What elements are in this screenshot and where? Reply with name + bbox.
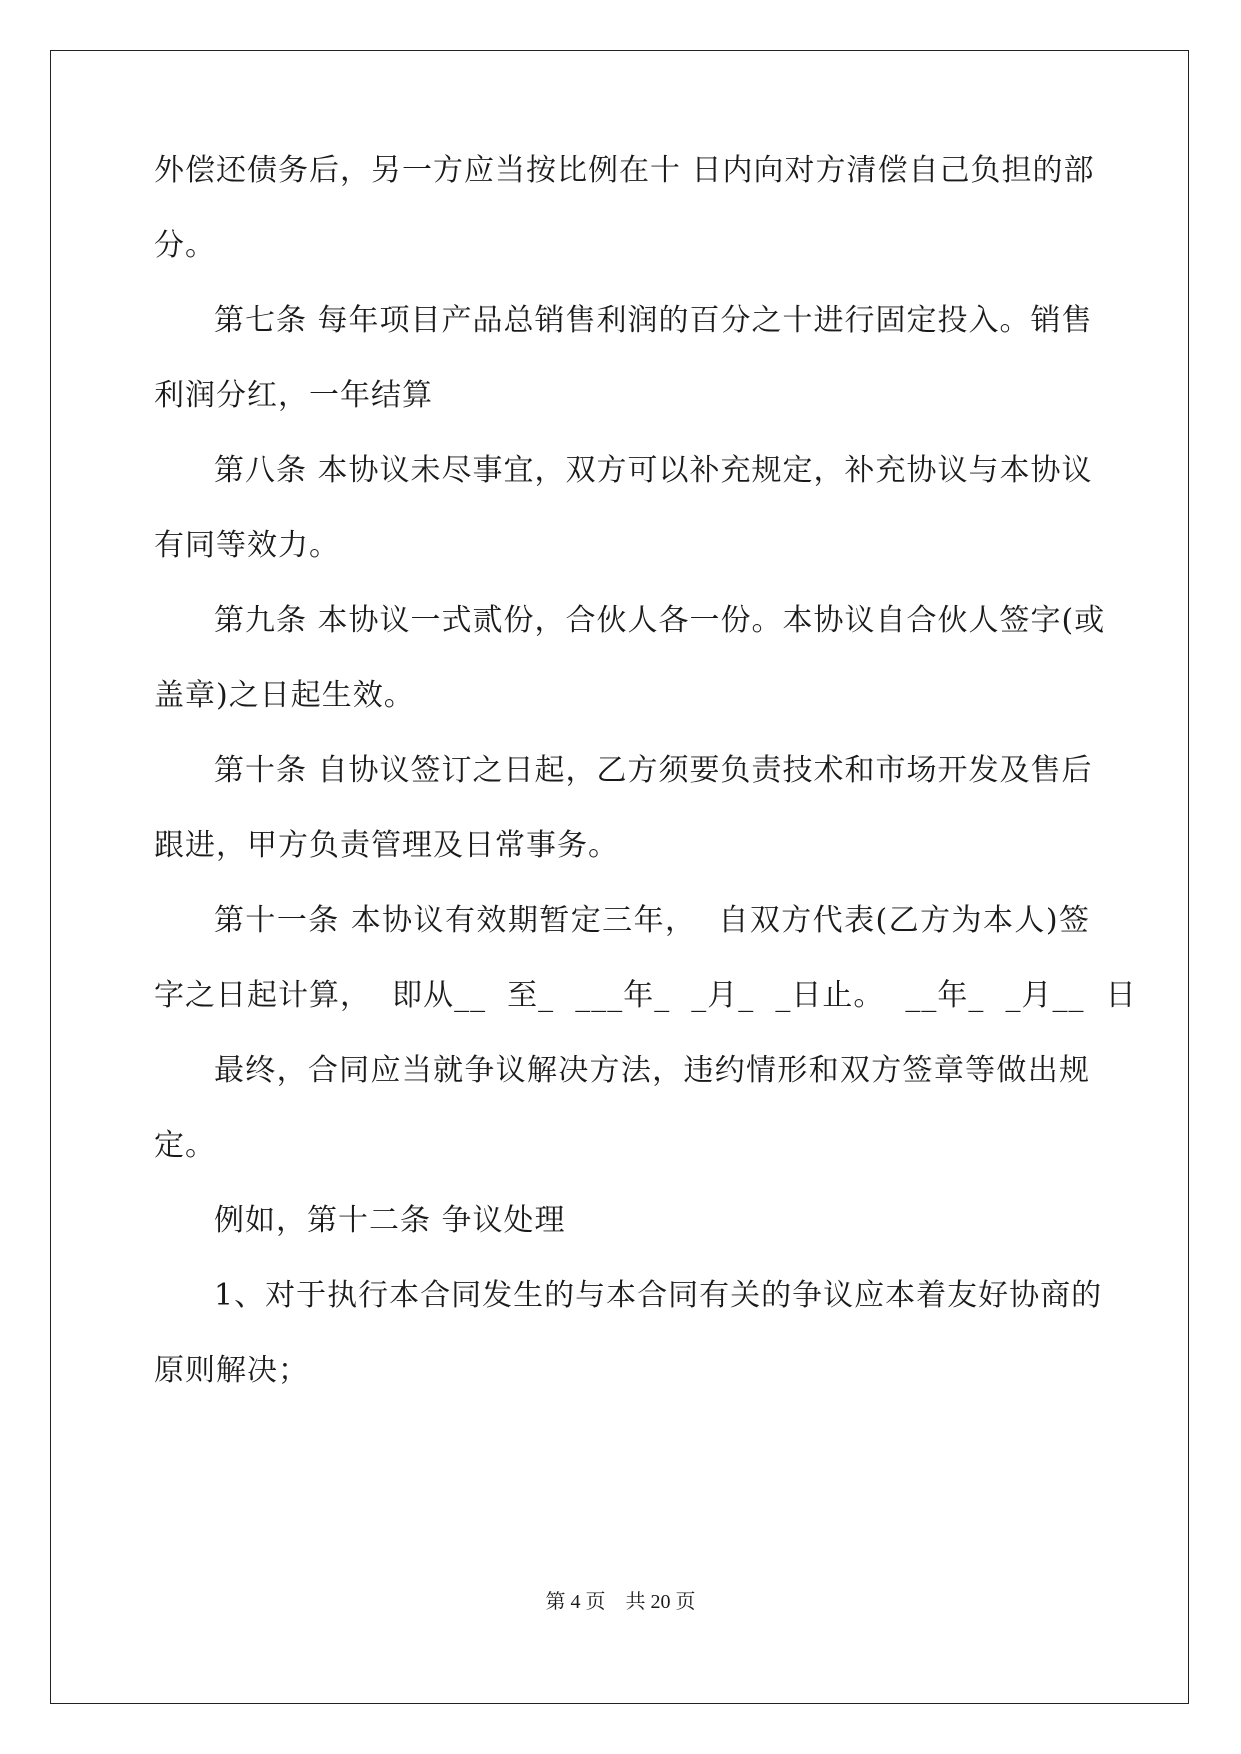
clause-1-line-1: 1、对于执行本合同发生的与本合同有关的争议应本着友好协商的 xyxy=(214,1278,1103,1313)
conclusion-line-2: 定。 xyxy=(154,1128,216,1163)
conclusion-line-1: 最终，合同应当就争议解决方法，违约情形和双方签章等做出规 xyxy=(214,1053,1090,1088)
article-10-line-1: 第十条 自协议签订之日起，乙方须要负责技术和市场开发及售后 xyxy=(214,753,1093,788)
article-9-line-2: 盖章)之日起生效。 xyxy=(154,678,415,713)
article-7-line-2: 利润分红，一年结算 xyxy=(154,378,433,413)
example-heading: 例如，第十二条 争议处理 xyxy=(214,1203,566,1238)
article-10-line-2: 跟进，甲方负责管理及日常事务。 xyxy=(154,828,619,863)
clause-1-line-2: 原则解决； xyxy=(154,1353,309,1388)
article-11-line-1: 第十一条 本协议有效期暂定三年， 自双方代表(乙方为本人)签 xyxy=(214,903,1090,938)
article-11-line-2: 字之日起计算， 即从__ 至_ ___年_ _月_ _日止。 __年_ _月__ 日 xyxy=(154,978,1137,1013)
page-number-footer: 第 4 页 共 20 页 xyxy=(545,1591,696,1613)
article-9-line-1: 第九条 本协议一式贰份，合伙人各一份。本协议自合伙人签字(或 xyxy=(214,603,1106,638)
article-7-line-1: 第七条 每年项目产品总销售利润的百分之十进行固定投入。销售 xyxy=(214,303,1093,338)
article-8-line-1: 第八条 本协议未尽事宜，双方可以补充规定，补充协议与本协议 xyxy=(214,453,1093,488)
article-8-line-2: 有同等效力。 xyxy=(154,528,340,563)
page-border xyxy=(50,50,1189,1704)
body-line-1: 外偿还债务后，另一方应当按比例在十 日内向对方清偿自己负担的部 xyxy=(154,153,1095,188)
body-line-2: 分。 xyxy=(154,228,216,263)
